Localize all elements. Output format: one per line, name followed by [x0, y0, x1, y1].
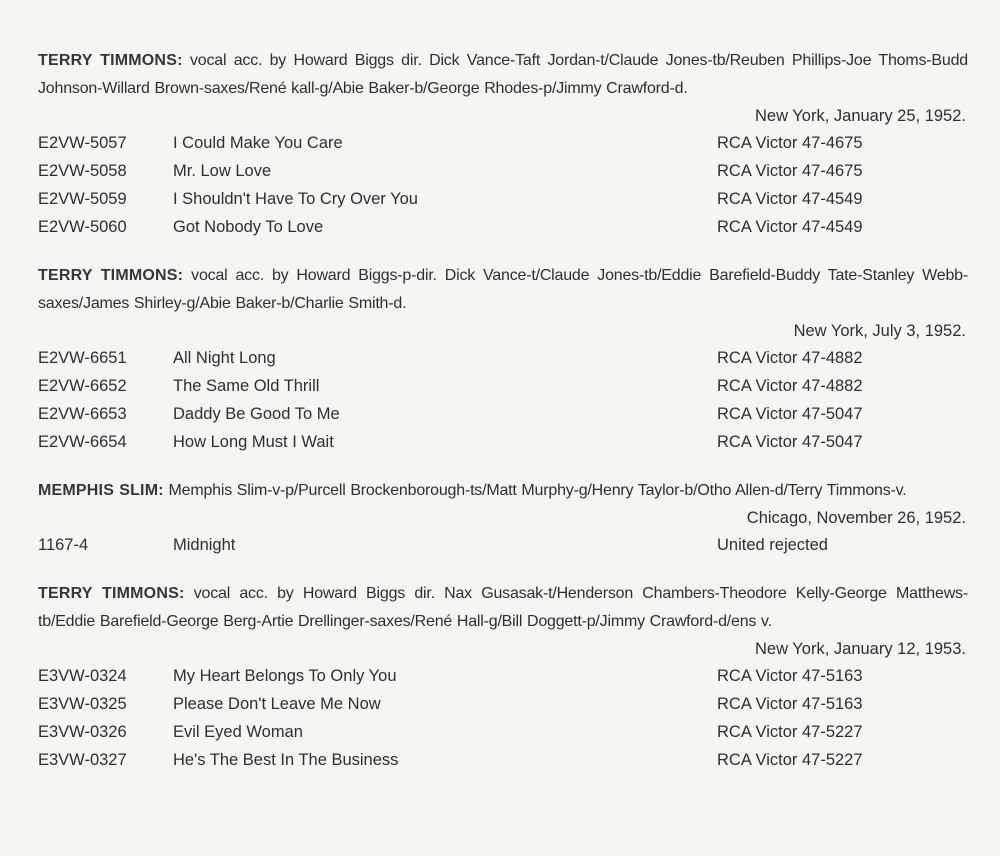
record-label: RCA Victor 47-4675 [717, 162, 863, 180]
matrix-number: E2VW-6652 [38, 377, 127, 395]
matrix-number: E3VW-0326 [38, 723, 127, 741]
session-personnel [38, 477, 968, 505]
track-title: He's The Best In The Business [173, 751, 399, 769]
personnel-text: vocal acc. by Howard Biggs-p-dir. Dick Vance-t/Claude Jones-tb/Eddie Barefield-Buddy Tate-Stanley Webb-saxes/James Shirley-g/Abie Baker-b/Charlie Smith-d. [38, 267, 968, 312]
session-personnel [38, 262, 968, 318]
recording-place-date: New York, January 25, 1952. [755, 107, 966, 125]
personnel-text: Memphis Slim-v-p/Purcell Brockenborough-ts/Matt Murphy-g/Henry Taylor-b/Otho Allen-d/Terry Timmons-v. [163, 482, 907, 499]
track-title: All Night Long [173, 349, 276, 367]
session-entry [38, 262, 968, 456]
artist-name: TERRY TIMMONS: [38, 267, 184, 284]
track-title: The Same Old Thrill [173, 377, 320, 395]
track-row [38, 213, 968, 241]
track-row [38, 157, 968, 185]
matrix-number: E3VW-0325 [38, 695, 127, 713]
track-row [38, 129, 968, 157]
track-row [38, 662, 968, 690]
record-label: RCA Victor 47-4882 [717, 349, 863, 367]
record-label: United rejected [717, 536, 828, 554]
matrix-number: E2VW-6651 [38, 349, 127, 367]
session-entry [38, 580, 968, 774]
session-personnel [38, 47, 968, 103]
artist-name: TERRY TIMMONS: [38, 52, 183, 69]
session-entry [38, 47, 968, 241]
record-label: RCA Victor 47-4549 [717, 218, 863, 236]
track-row [38, 690, 968, 718]
matrix-number: E2VW-6654 [38, 433, 127, 451]
personnel-text: vocal acc. by Howard Biggs dir. Dick Vance-Taft Jordan-t/Claude Jones-tb/Reuben Phillips-Joe Thoms-Budd Johnson-Willard Brown-saxes/René kall-g/Abie Baker-b/George Rhodes-p/Jimmy Crawford-d. [38, 52, 968, 97]
record-label: RCA Victor 47-5047 [717, 433, 863, 451]
track-title: I Could Make You Care [173, 134, 343, 152]
recording-place-date: New York, January 12, 1953. [755, 640, 966, 658]
matrix-number: E2VW-5060 [38, 218, 127, 236]
record-label: RCA Victor 47-4882 [717, 377, 863, 395]
artist-name: TERRY TIMMONS: [38, 585, 185, 602]
track-row [38, 372, 968, 400]
track-row [38, 718, 968, 746]
matrix-number: E2VW-5058 [38, 162, 127, 180]
track-row [38, 344, 968, 372]
matrix-number: E3VW-0324 [38, 667, 127, 685]
recording-place-date: New York, July 3, 1952. [793, 322, 966, 340]
track-row [38, 531, 968, 559]
matrix-number: E2VW-5057 [38, 134, 127, 152]
track-title: I Shouldn't Have To Cry Over You [173, 190, 418, 208]
record-label: RCA Victor 47-5047 [717, 405, 863, 423]
matrix-number: E2VW-5059 [38, 190, 127, 208]
recording-place-date: Chicago, November 26, 1952. [746, 509, 966, 527]
record-label: RCA Victor 47-4675 [717, 134, 863, 152]
track-title: Evil Eyed Woman [173, 723, 303, 741]
track-title: Got Nobody To Love [173, 218, 324, 236]
track-title: Please Don't Leave Me Now [173, 695, 381, 713]
track-title: My Heart Belongs To Only You [173, 667, 397, 685]
matrix-number: E2VW-6653 [38, 405, 127, 423]
track-row [38, 185, 968, 213]
record-label: RCA Victor 47-5163 [717, 695, 863, 713]
record-label: RCA Victor 47-5227 [717, 751, 863, 769]
record-label: RCA Victor 47-5163 [717, 667, 863, 685]
matrix-number: 1167-4 [38, 536, 89, 554]
track-title: Mr. Low Love [173, 162, 272, 180]
track-row [38, 400, 968, 428]
record-label: RCA Victor 47-5227 [717, 723, 863, 741]
track-title: How Long Must I Wait [173, 433, 334, 451]
track-title: Midnight [173, 536, 236, 554]
artist-name: MEMPHIS SLIM: [38, 482, 164, 499]
session-entry [38, 477, 968, 559]
personnel-text: vocal acc. by Howard Biggs dir. Nax Gusasak-t/Henderson Chambers-Theodore Kelly-George Matthews-tb/Eddie Barefield-George Berg-Artie Drellinger-saxes/René Hall-g/Bill Doggett-p/Jimmy Crawford-d/ens v. [38, 585, 968, 630]
session-personnel [38, 580, 968, 636]
discography-page [38, 47, 968, 795]
track-row [38, 746, 968, 774]
track-row [38, 428, 968, 456]
record-label: RCA Victor 47-4549 [717, 190, 863, 208]
track-title: Daddy Be Good To Me [173, 405, 340, 423]
matrix-number: E3VW-0327 [38, 751, 127, 769]
